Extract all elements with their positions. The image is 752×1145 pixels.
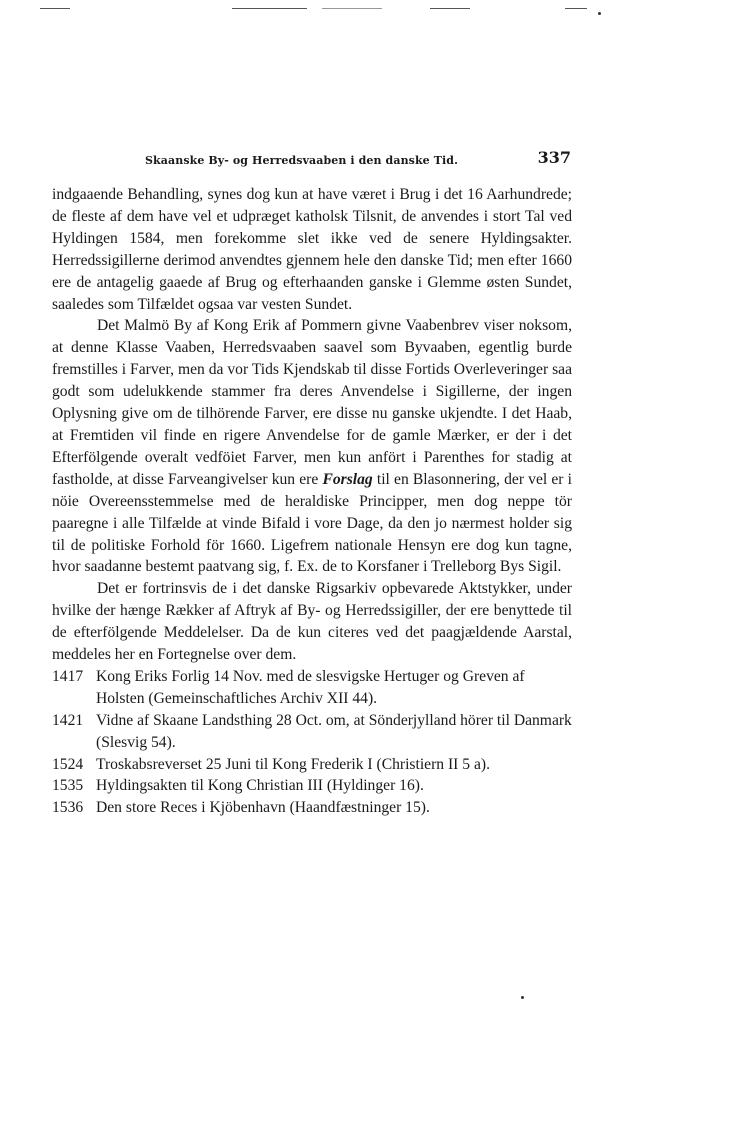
document-entry [52,775,572,797]
document-description: Den store Reces i Kjöbenhavn (Haandfæstninger 15). [96,799,430,817]
document-description: Troskabsreverset 25 Juni til Kong Frederik I (Christiern II 5 a). [96,755,490,773]
document-list [52,666,572,819]
document-entry [52,754,572,776]
scan-edge-mark [322,8,382,9]
document-year: 1421 [52,711,84,729]
document-description: Vidne af Skaane Landsthing 28 Oct. om, at Sönderjylland hörer til Danmark (Slesvig 54). [96,711,572,751]
speck-mark [598,12,601,15]
scan-edge-mark [40,8,70,9]
document-year: 1524 [52,755,84,773]
paragraph-1-text: indgaaende Behandling, synes dog kun at have været i Brug i det 16 Aarhundrede; de fleste af dem have vel et udpræget katholsk Tilsnit, de anvendes i stort Tal ved Hyldingen 1584, men forekomme slet ikke ved de senere Hyldingsakter. Herredssigillerne derimod anvendtes gjennem hele den danske Tid; men efter 1660 ere de antagelig gaaede af Brug og efterhaanden ganske i Glemme østen Sundet, saaledes som Tilfældet ogsaa var vesten Sundet. [52,186,572,313]
scan-edge-mark [430,8,470,9]
document-description: Kong Eriks Forlig 14 Nov. med de slesvigske Hertuger og Greven af Holsten (Gemeinschaftliches Archiv XII 44). [96,667,525,707]
scan-edge-mark [565,8,587,9]
paragraph-1 [52,184,572,315]
paragraph-3 [52,578,572,666]
page-header [145,148,571,172]
document-entry [52,710,572,754]
document-entry [52,797,572,819]
running-title: Skaanske By- og Herredsvaaben i den danske Tid. [145,154,459,167]
paragraph-2-text-b: til en Blasonnering, der vel er i nöie Overeensstemmelse med de heraldiske Principper, men dog neppe tör paaregne i alle Tilfælde at vinde Bifald i vore Dage, da den jo nærmest holder sig til de politiske Forhold för 1660. Ligefrem nationale Hensyn ere dog kun tagne, hvor saadanne bestemt paatvang sig, f. Ex. de to Korsfaner i Trelleborg Bys Sigil. [52,470,572,576]
page-body [52,184,572,819]
emphasis-forslag: Forslag [322,470,373,488]
document-entry [52,666,572,710]
speck-mark [521,996,524,999]
document-description: Hyldingsakten til Kong Christian III (Hyldinger 16). [96,777,424,795]
page-number: 337 [537,148,571,167]
paragraph-3-text: Det er fortrinsvis de i det danske Rigsarkiv opbevarede Aktstykker, under hvilke der hænge Rækker af Aftryk af By- og Herredssigiller, der ere benyttede til de efterfölgende Meddelelser. Da de kun citeres ved det paagjældende Aarstal, meddeles her en Fortegnelse over dem. [52,580,572,664]
document-year: 1535 [52,777,84,795]
paragraph-2-text-a: Det Malmö By af Kong Erik af Pommern givne Vaabenbrev viser noksom, at denne Klasse Vaaben, Herredsvaaben saavel som Byvaaben, egentlig burde fremstilles i Farver, men da vor Tids Kjendskab til disse Fortids Overleveringer saa godt som udelukkende stammer fra deres Anvendelse i Sigillerne, der ingen Oplysning give om de tilhörende Farver, ere disse nu ganske ukjendte. I det Haab, at Fremtiden vil finde en rigere Anvendelse for de gamle Mærker, er der i det Efterfölgende overalt vedföiet Farver, men kun anfört i Parenthes for stadig at fastholde, at disse Farveangivelser kun ere [52,317,572,488]
scan-edge-mark [232,8,307,9]
document-year: 1417 [52,667,84,685]
document-year: 1536 [52,799,84,817]
paragraph-2 [52,315,572,578]
